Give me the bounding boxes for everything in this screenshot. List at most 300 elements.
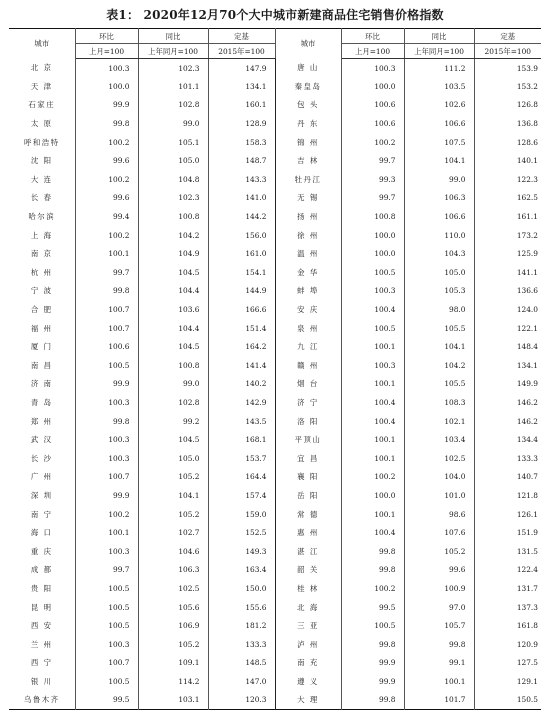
mom-cell: 99.6	[75, 189, 138, 208]
city-cell: 昆 明	[9, 598, 75, 617]
city-header: 城市	[275, 29, 341, 59]
yoy-cell: 100.9	[404, 579, 474, 598]
yoy-header: 同比	[404, 29, 474, 44]
city-cell: 温 州	[275, 244, 341, 263]
mom-cell: 100.6	[341, 114, 404, 133]
fixed-cell: 154.1	[208, 263, 275, 282]
fixed-cell: 147.0	[208, 672, 275, 691]
yoy-cell: 105.3	[404, 282, 474, 301]
mom-cell: 99.9	[75, 96, 138, 115]
yoy-cell: 105.0	[138, 151, 208, 170]
mom-cell: 100.2	[341, 133, 404, 152]
fixed-cell: 157.4	[208, 486, 275, 505]
yoy-cell: 105.0	[138, 449, 208, 468]
yoy-cell: 106.3	[404, 189, 474, 208]
table-row	[9, 635, 541, 654]
fixed-cell: 149.3	[208, 542, 275, 561]
city-cell: 西 安	[9, 616, 75, 635]
fixed-cell: 144.9	[208, 282, 275, 301]
yoy-cell: 105.2	[138, 635, 208, 654]
fixed-cell: 129.1	[516, 676, 538, 686]
fixed-cell: 149.9	[516, 379, 538, 389]
yoy-cell: 102.6	[404, 96, 474, 115]
city-cell: 韶 关	[275, 561, 341, 580]
yoy-cell: 105.5	[404, 375, 474, 394]
city-cell: 海 口	[9, 523, 75, 542]
yoy-cell: 104.8	[138, 170, 208, 189]
city-cell: 遵 义	[275, 672, 341, 691]
mom-cell: 99.8	[75, 114, 138, 133]
mom-cell: 100.5	[75, 616, 138, 635]
yoy-cell: 104.6	[138, 542, 208, 561]
price-index-table	[9, 28, 541, 710]
mom-cell: 99.8	[341, 635, 404, 654]
mom-cell: 100.6	[75, 337, 138, 356]
mom-cell: 100.3	[341, 356, 404, 375]
city-cell: 合 肥	[9, 300, 75, 319]
yoy-cell: 105.2	[138, 468, 208, 487]
city-cell: 泉 州	[275, 319, 341, 338]
mom-cell: 99.7	[341, 189, 404, 208]
mom-cell: 100.2	[75, 170, 138, 189]
city-cell: 唐 山	[275, 59, 341, 78]
yoy-cell: 99.2	[138, 412, 208, 431]
fixed-cell: 122.3	[516, 174, 538, 184]
yoy-cell: 100.8	[138, 207, 208, 226]
yoy-cell: 105.5	[404, 319, 474, 338]
header-row	[9, 29, 541, 44]
yoy-cell: 105.2	[404, 542, 474, 561]
yoy-cell: 104.1	[138, 486, 208, 505]
city-cell: 宁 波	[9, 282, 75, 301]
yoy-subheader: 上年同月=100	[404, 44, 474, 59]
fixed-cell: 134.4	[516, 435, 538, 445]
city-cell: 银 川	[9, 672, 75, 691]
city-cell: 哈尔滨	[9, 207, 75, 226]
mom-cell: 99.5	[75, 691, 138, 710]
table-row	[9, 616, 541, 635]
mom-cell: 100.6	[341, 96, 404, 115]
yoy-cell: 105.0	[404, 263, 474, 282]
city-cell: 乌鲁木齐	[9, 691, 75, 710]
mom-cell: 99.8	[75, 412, 138, 431]
fixed-cell: 143.3	[208, 170, 275, 189]
mom-subheader: 上月=100	[75, 44, 138, 59]
fixed-cell: 150.5	[516, 695, 538, 705]
fixed-cell: 168.1	[208, 430, 275, 449]
fixed-cell: 166.6	[208, 300, 275, 319]
fixed-cell: 160.1	[208, 96, 275, 115]
yoy-cell: 103.5	[404, 77, 474, 96]
fixed-cell: 141.4	[208, 356, 275, 375]
mom-cell: 100.3	[341, 282, 404, 301]
fixed-cell: 126.8	[516, 100, 538, 110]
city-cell: 广 州	[9, 468, 75, 487]
fixed-cell: 141.1	[516, 267, 538, 277]
city-cell: 沈 阳	[9, 151, 75, 170]
fixed-cell: 164.4	[208, 468, 275, 487]
yoy-cell: 103.4	[404, 430, 474, 449]
fixed-cell: 121.8	[516, 490, 538, 500]
city-cell: 重 庆	[9, 542, 75, 561]
mom-cell: 100.3	[75, 635, 138, 654]
fixed-header: 定基	[474, 29, 541, 44]
mom-cell: 100.5	[75, 672, 138, 691]
yoy-cell: 102.1	[404, 412, 474, 431]
fixed-cell: 142.9	[208, 393, 275, 412]
mom-header: 环比	[341, 29, 404, 44]
fixed-cell: 148.4	[516, 342, 538, 352]
city-cell: 秦皇岛	[275, 77, 341, 96]
city-cell: 蚌 埠	[275, 282, 341, 301]
fixed-cell: 143.5	[208, 412, 275, 431]
yoy-cell: 104.5	[138, 430, 208, 449]
table-row	[9, 300, 541, 319]
mom-cell: 100.5	[75, 356, 138, 375]
fixed-cell: 173.2	[516, 230, 538, 240]
mom-cell: 99.8	[75, 282, 138, 301]
fixed-cell: 134.1	[208, 77, 275, 96]
fixed-cell: 128.6	[516, 137, 538, 147]
fixed-cell: 140.2	[208, 375, 275, 394]
mom-cell: 100.7	[75, 654, 138, 673]
fixed-cell: 124.0	[516, 305, 538, 315]
fixed-cell: 151.4	[208, 319, 275, 338]
mom-cell: 100.5	[341, 263, 404, 282]
city-cell: 安 庆	[275, 300, 341, 319]
city-cell: 南 昌	[9, 356, 75, 375]
city-cell: 武 汉	[9, 430, 75, 449]
fixed-cell: 127.5	[516, 658, 538, 668]
yoy-cell: 99.0	[138, 375, 208, 394]
yoy-cell: 101.0	[404, 486, 474, 505]
table-row	[9, 282, 541, 301]
fixed-cell: 136.6	[516, 286, 538, 296]
yoy-cell: 104.3	[404, 244, 474, 263]
fixed-cell: 152.5	[208, 523, 275, 542]
yoy-cell: 97.0	[404, 598, 474, 617]
mom-cell: 100.3	[75, 393, 138, 412]
table-row	[9, 393, 541, 412]
yoy-cell: 102.8	[138, 393, 208, 412]
city-cell: 金 华	[275, 263, 341, 282]
mom-cell: 100.0	[341, 77, 404, 96]
yoy-cell: 104.2	[404, 356, 474, 375]
yoy-cell: 99.6	[404, 561, 474, 580]
yoy-cell: 103.1	[138, 691, 208, 710]
fixed-cell: 128.9	[208, 114, 275, 133]
fixed-cell: 122.4	[516, 565, 538, 575]
yoy-cell: 105.2	[138, 505, 208, 524]
city-cell: 贵 阳	[9, 579, 75, 598]
yoy-cell: 106.3	[138, 561, 208, 580]
city-cell: 赣 州	[275, 356, 341, 375]
mom-cell: 99.7	[75, 263, 138, 282]
fixed-cell: 131.7	[516, 583, 538, 593]
city-cell: 襄 阳	[275, 468, 341, 487]
city-cell: 吉 林	[275, 151, 341, 170]
yoy-cell: 99.1	[404, 654, 474, 673]
mom-cell: 99.5	[341, 598, 404, 617]
yoy-cell: 104.0	[404, 468, 474, 487]
table-row	[9, 337, 541, 356]
yoy-cell: 108.3	[404, 393, 474, 412]
table-row	[9, 505, 541, 524]
mom-cell: 100.1	[75, 523, 138, 542]
mom-cell: 100.0	[341, 486, 404, 505]
yoy-cell: 104.1	[404, 151, 474, 170]
city-cell: 厦 门	[9, 337, 75, 356]
table-row	[9, 96, 541, 115]
table-row	[9, 356, 541, 375]
table-row	[9, 77, 541, 96]
mom-cell: 100.5	[341, 319, 404, 338]
table-row	[9, 598, 541, 617]
fixed-cell: 151.9	[516, 528, 538, 538]
table-row	[9, 486, 541, 505]
mom-cell: 100.1	[341, 337, 404, 356]
city-cell: 烟 台	[275, 375, 341, 394]
city-cell: 上 海	[9, 226, 75, 245]
table-row	[9, 412, 541, 431]
mom-cell: 99.7	[75, 561, 138, 580]
yoy-cell: 109.1	[138, 654, 208, 673]
yoy-cell: 104.5	[138, 263, 208, 282]
yoy-cell: 103.6	[138, 300, 208, 319]
fixed-header: 定基	[208, 29, 275, 44]
fixed-cell: 181.2	[208, 616, 275, 635]
fixed-cell: 137.3	[516, 602, 538, 612]
yoy-cell: 111.2	[404, 59, 474, 78]
mom-cell: 100.3	[341, 59, 404, 78]
yoy-cell: 98.0	[404, 300, 474, 319]
fixed-cell: 155.6	[208, 598, 275, 617]
fixed-cell: 158.3	[208, 133, 275, 152]
city-cell: 牡丹江	[275, 170, 341, 189]
city-cell: 大 连	[9, 170, 75, 189]
table-row	[9, 263, 541, 282]
city-cell: 丹 东	[275, 114, 341, 133]
table-row	[9, 207, 541, 226]
city-cell: 兰 州	[9, 635, 75, 654]
city-cell: 福 州	[9, 319, 75, 338]
fixed-cell: 159.0	[208, 505, 275, 524]
fixed-cell: 161.0	[208, 244, 275, 263]
city-cell: 呼和浩特	[9, 133, 75, 152]
table-row	[9, 691, 541, 710]
yoy-cell: 102.3	[138, 189, 208, 208]
fixed-cell: 161.1	[516, 212, 538, 222]
city-cell: 杭 州	[9, 263, 75, 282]
mom-cell: 100.2	[341, 579, 404, 598]
fixed-cell: 156.0	[208, 226, 275, 245]
yoy-cell: 102.8	[138, 96, 208, 115]
mom-cell: 100.0	[341, 244, 404, 263]
yoy-cell: 104.5	[138, 337, 208, 356]
yoy-subheader: 上年同月=100	[138, 44, 208, 59]
mom-cell: 100.4	[341, 300, 404, 319]
fixed-subheader: 2015年=100	[474, 44, 541, 59]
fixed-cell: 162.5	[516, 193, 538, 203]
city-cell: 成 都	[9, 561, 75, 580]
mom-cell: 99.9	[341, 654, 404, 673]
city-cell: 青 岛	[9, 393, 75, 412]
mom-subheader: 上月=100	[341, 44, 404, 59]
table-row	[9, 672, 541, 691]
table-row	[9, 468, 541, 487]
city-cell: 南 京	[9, 244, 75, 263]
city-cell: 石家庄	[9, 96, 75, 115]
fixed-cell: 163.4	[208, 561, 275, 580]
yoy-cell: 105.7	[404, 616, 474, 635]
city-cell: 常 德	[275, 505, 341, 524]
city-cell: 大 理	[275, 691, 341, 710]
mom-cell: 100.2	[75, 226, 138, 245]
city-cell: 西 宁	[9, 654, 75, 673]
yoy-cell: 99.8	[404, 635, 474, 654]
city-cell: 南 宁	[9, 505, 75, 524]
city-cell: 郑 州	[9, 412, 75, 431]
fixed-cell: 126.1	[516, 509, 538, 519]
mom-cell: 100.7	[75, 300, 138, 319]
mom-cell: 100.2	[75, 133, 138, 152]
table-row	[9, 151, 541, 170]
fixed-cell: 146.2	[516, 397, 538, 407]
mom-cell: 100.1	[341, 430, 404, 449]
fixed-cell: 131.5	[516, 546, 538, 556]
mom-cell: 100.1	[341, 505, 404, 524]
mom-cell: 100.3	[75, 542, 138, 561]
yoy-cell: 102.5	[138, 579, 208, 598]
mom-cell: 99.9	[341, 672, 404, 691]
yoy-cell: 106.6	[404, 207, 474, 226]
city-cell: 太 原	[9, 114, 75, 133]
mom-cell: 100.5	[341, 616, 404, 635]
mom-cell: 100.3	[75, 59, 138, 78]
city-cell: 三 亚	[275, 616, 341, 635]
mom-cell: 99.8	[341, 561, 404, 580]
city-cell: 长 沙	[9, 449, 75, 468]
table-row	[9, 561, 541, 580]
table-row	[9, 319, 541, 338]
yoy-cell: 106.9	[138, 616, 208, 635]
fixed-cell: 140.7	[516, 472, 538, 482]
yoy-cell: 101.7	[404, 691, 474, 710]
fixed-cell: 148.5	[208, 654, 275, 673]
yoy-cell: 98.6	[404, 505, 474, 524]
yoy-cell: 102.5	[404, 449, 474, 468]
fixed-cell: 144.2	[208, 207, 275, 226]
fixed-cell: 134.1	[516, 360, 538, 370]
yoy-cell: 114.2	[138, 672, 208, 691]
table-row	[9, 375, 541, 394]
yoy-cell: 105.1	[138, 133, 208, 152]
fixed-cell: 153.7	[208, 449, 275, 468]
yoy-cell: 107.6	[404, 523, 474, 542]
table-row	[9, 133, 541, 152]
fixed-cell: 140.1	[516, 156, 538, 166]
table-title: 表1： 2020年12月70个大中城市新建商品住宅销售价格指数	[106, 8, 444, 22]
yoy-cell: 110.0	[404, 226, 474, 245]
table-row	[9, 579, 541, 598]
mom-cell: 100.4	[341, 412, 404, 431]
fixed-cell: 161.8	[516, 621, 538, 631]
city-cell: 锦 州	[275, 133, 341, 152]
mom-cell: 99.3	[341, 170, 404, 189]
table-row	[9, 59, 541, 78]
yoy-cell: 104.1	[404, 337, 474, 356]
fixed-cell: 148.7	[208, 151, 275, 170]
city-cell: 包 头	[275, 96, 341, 115]
city-header: 城市	[9, 29, 75, 59]
fixed-cell: 153.2	[516, 81, 538, 91]
table-row	[9, 114, 541, 133]
city-cell: 长 春	[9, 189, 75, 208]
yoy-cell: 102.7	[138, 523, 208, 542]
city-cell: 九 江	[275, 337, 341, 356]
mom-cell: 100.5	[75, 579, 138, 598]
city-cell: 湛 江	[275, 542, 341, 561]
mom-cell: 100.7	[75, 468, 138, 487]
yoy-cell: 99.0	[138, 114, 208, 133]
yoy-cell: 104.2	[138, 226, 208, 245]
mom-cell: 100.4	[341, 393, 404, 412]
mom-cell: 100.3	[75, 449, 138, 468]
table-row	[9, 189, 541, 208]
city-cell: 桂 林	[275, 579, 341, 598]
fixed-subheader: 2015年=100	[208, 44, 275, 59]
mom-cell: 100.2	[75, 505, 138, 524]
table-row	[9, 244, 541, 263]
city-cell: 平顶山	[275, 430, 341, 449]
fixed-cell: 122.1	[516, 323, 538, 333]
city-cell: 南 充	[275, 654, 341, 673]
city-cell: 天 津	[9, 77, 75, 96]
fixed-cell: 141.0	[208, 189, 275, 208]
yoy-cell: 105.6	[138, 598, 208, 617]
table-row	[9, 542, 541, 561]
yoy-cell: 104.9	[138, 244, 208, 263]
table-row	[9, 449, 541, 468]
table-row	[9, 654, 541, 673]
mom-cell: 99.9	[75, 486, 138, 505]
yoy-cell: 107.5	[404, 133, 474, 152]
city-cell: 洛 阳	[275, 412, 341, 431]
mom-cell: 100.7	[75, 319, 138, 338]
mom-cell: 100.4	[341, 523, 404, 542]
table-row	[9, 430, 541, 449]
yoy-cell: 104.4	[138, 282, 208, 301]
city-cell: 惠 州	[275, 523, 341, 542]
fixed-cell: 133.3	[208, 635, 275, 654]
city-cell: 泸 州	[275, 635, 341, 654]
yoy-cell: 99.0	[404, 170, 474, 189]
mom-cell: 99.6	[75, 151, 138, 170]
fixed-cell: 133.3	[516, 453, 538, 463]
table-row	[9, 523, 541, 542]
mom-cell: 100.3	[75, 430, 138, 449]
city-cell: 济 宁	[275, 393, 341, 412]
mom-cell: 100.1	[341, 449, 404, 468]
fixed-cell: 153.9	[516, 63, 538, 73]
fixed-cell: 120.9	[516, 639, 538, 649]
mom-cell: 99.9	[75, 375, 138, 394]
yoy-cell: 100.1	[404, 672, 474, 691]
mom-cell: 99.8	[341, 691, 404, 710]
fixed-cell: 164.2	[208, 337, 275, 356]
table-body	[9, 59, 541, 710]
mom-cell: 100.1	[75, 244, 138, 263]
